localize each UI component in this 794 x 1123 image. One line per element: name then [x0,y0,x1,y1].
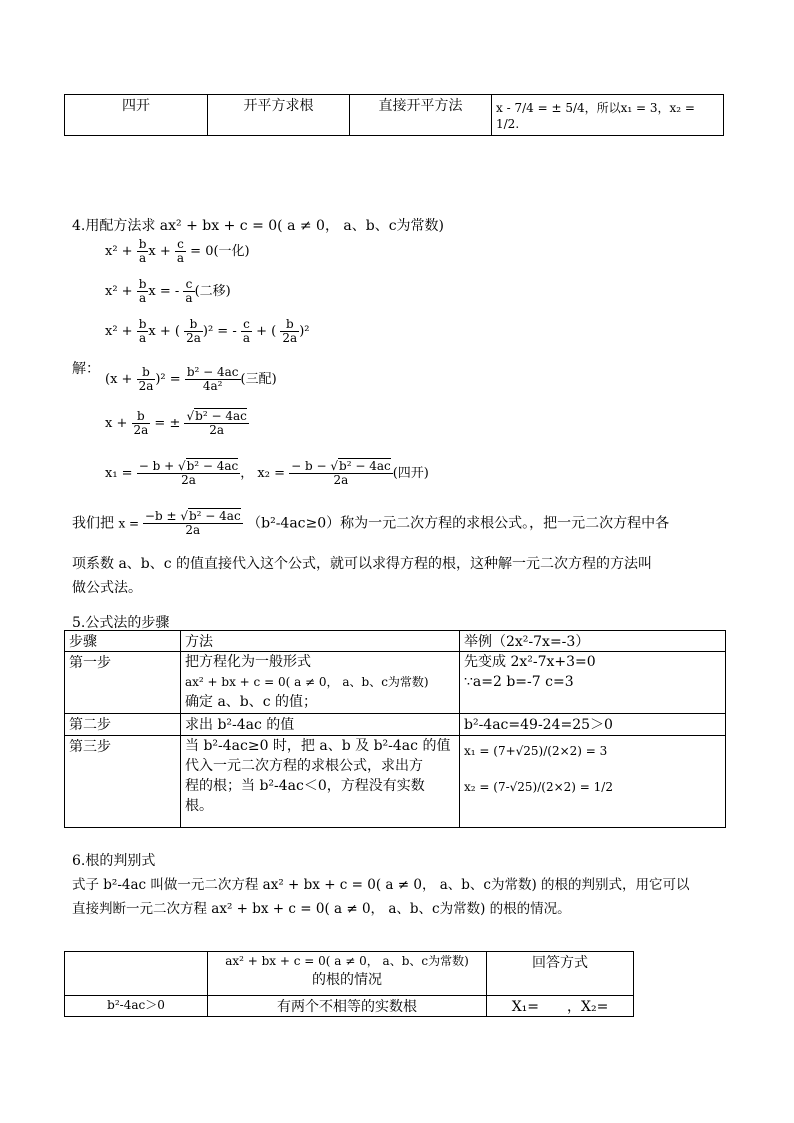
formula-step5: x + $\frac{b}{2a}$ = ± $\frac{\text{√b² − 4ac}}{2a}$ [105,409,247,437]
disc-header-right: 回答方式 [487,952,634,996]
step2-note: (二移) [194,284,231,299]
quadratic-formula-paragraph: 我们把 x = $\frac{\text{−b ± √b² − 4ac}}{2a}$ （b²-4ac≥0）称为一元二次方程的求根公式。，把一元二次方程中各 [72,509,670,537]
disc-header-mid [208,952,487,996]
step-2-example: b²-4ac=49-24=25＞0 [460,714,726,736]
formula-step6: x₁ = $\frac{\text{− b + √b² − 4ac}}{2a}$ ， x₂ = $\frac{\text{− b − √b² − 4ac}}{2a}$ (四开) [105,459,429,487]
step4-note: (三配) [240,372,277,387]
formula-step1: x² + $\frac{b}{a}$ x + $\frac{c}{a}$ = 0(一化) [105,237,250,265]
steps-header-step: 步骤 [65,631,181,652]
step-1-method-line3: 确定 a、b、c 的值； [185,694,318,710]
para-a: 我们把 [72,515,114,532]
jie-label: 解： [72,361,100,377]
step-3-example-x1: x₁ = (7+√25)/(2×2) = 3 [464,744,608,758]
step-1-example-line2: ∵a=2 b=-7 c=3 [464,674,574,690]
step-3-method-line4: 根。 [185,798,213,814]
step-3-method-line1: 当 b²-4ac≥0 时，把 a、b 及 b²-4ac 的值 [185,738,451,754]
step-1-example-line1: 先变成 2x²-7x+3=0 [464,654,596,670]
section4-heading: 4.用配方法求 ax² + bx + c = 0( a ≠ 0， a、b、c为常数) [72,218,445,234]
disc-row-mid: 有两个不相等的实数根 [208,996,487,1017]
step-3-example-x2: x₂ = (7-√25)/(2×2) = 1/2 [464,780,613,794]
top-cell-example [492,95,724,136]
step-3-example [460,736,726,828]
section6-line1: 式子 b²-4ac 叫做一元二次方程 ax² + bx + c = 0( a ≠ 0， a、b、c为常数) 的根的判别式，用它可以 [72,877,690,893]
top-example-text: x - 7/4 = ± 5/4，所以x₁ = 3，x₂ = 1/2. [496,100,695,131]
step1-note: (一化) [213,244,250,259]
para-d: 做公式法。 [72,580,142,596]
step-2-method: 求出 b²-4ac 的值 [181,714,460,736]
para-c: 项系数 a、b、c 的值直接代入这个公式，就可以求得方程的根，这种解一元二次方程的方法叫 [72,556,653,572]
disc-row-left: b²-4ac＞0 [65,996,208,1017]
step-1-example [460,652,726,714]
discriminant-table [64,951,634,1017]
top-cell-3: 直接开平方法 [350,95,492,136]
formula-step2: x² + $\frac{b}{a}$ x = - $\frac{c}{a}$ (二移) [105,277,231,305]
step-1-method-line2: ax² + bx + c = 0( a ≠ 0， a、b、c为常数) [185,675,429,689]
disc-header-mid-line1: ax² + bx + c = 0( a ≠ 0， a、b、c为常数) [225,954,469,968]
step-3-label: 第三步 [65,736,181,828]
step-3-method-line2: 代入一元二次方程的求根公式，求出方 [185,758,423,774]
disc-header-left [65,952,208,996]
steps-header-method: 方法 [181,631,460,652]
step-1-method-line1: 把方程化为一般形式 [185,654,311,670]
step6-note: (四开) [392,466,429,481]
formula-step4: (x + $\frac{b}{2a}$ )² = $\frac{\text{b² − 4ac}}{\text{4a²}}$ (三配) [105,365,277,393]
section5-heading: 5.公式法的步骤 [72,615,170,631]
formula-step3: x² + $\frac{b}{a}$ x + ( $\frac{b}{2a}$ )² = - $\frac{c}{a}$ + ( $\frac{b}{2a}$ )² [105,317,310,345]
top-table [64,94,724,136]
step-1-label: 第一步 [65,652,181,714]
step-3-method [181,736,460,828]
disc-header-mid-line2: 的根的情况 [312,972,382,988]
step-1-method [181,652,460,714]
top-cell-1: 四开 [65,95,208,136]
top-cell-2: 开平方求根 [208,95,350,136]
para-b: （b²-4ac≥0）称为一元二次方程的求根公式。，把一元二次方程中各 [247,515,670,532]
steps-table [64,630,726,828]
disc-row-right: X₁= ，X₂= [487,996,634,1017]
step-2-label: 第二步 [65,714,181,736]
step-3-method-line3: 程的根；当 b²-4ac＜0，方程没有实数 [185,778,425,794]
steps-header-example: 举例（2x²-7x=-3） [460,631,726,652]
section6-heading: 6.根的判别式 [72,853,156,869]
section6-line2: 直接判断一元二次方程 ax² + bx + c = 0( a ≠ 0， a、b、c为常数) 的根的情况。 [72,901,571,917]
